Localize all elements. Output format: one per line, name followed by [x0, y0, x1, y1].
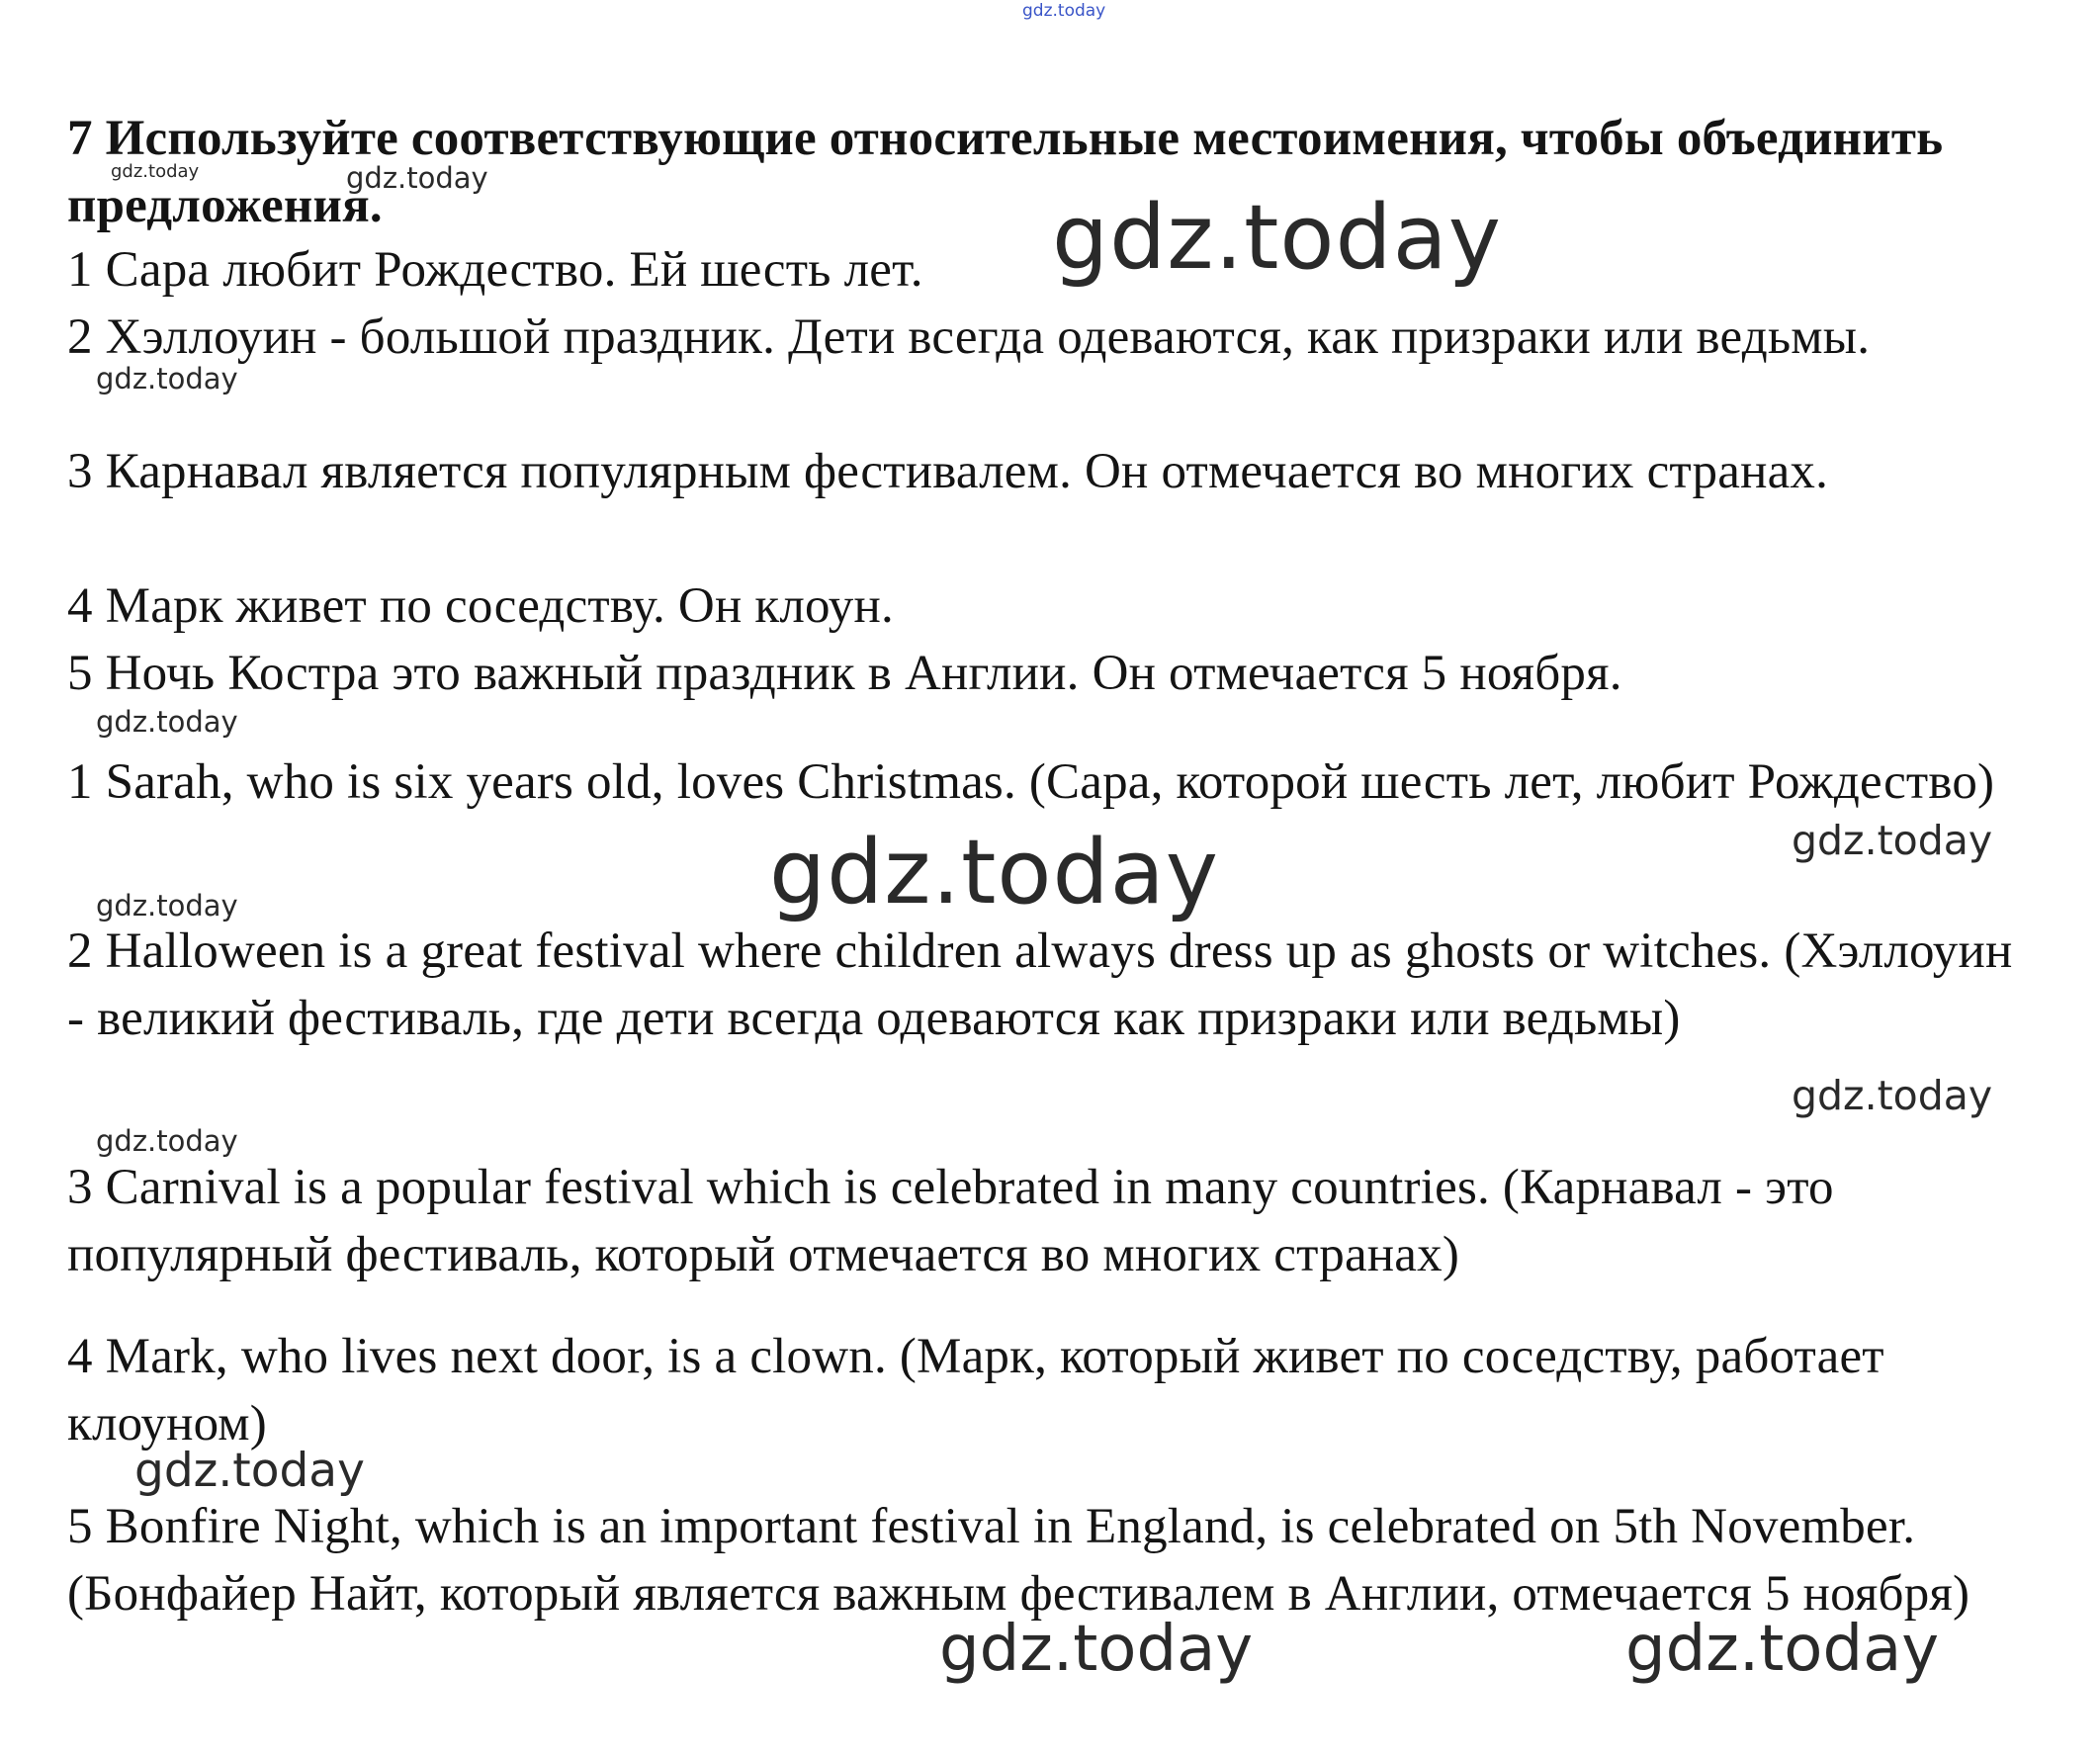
task-sentence-2: 2 Хэллоуин - большой праздник. Дети всегда одеваются, как призраки или ведьмы.	[67, 309, 1871, 365]
watermark-small: gdz.today	[96, 705, 238, 739]
task-heading: 7 Используйте соответствующие относительные местоимения, чтобы объединить предложения.	[67, 111, 1944, 233]
task-sentence-5: 5 Ночь Костра это важный праздник в Англии. Он отмечается 5 ноября.	[67, 646, 1622, 701]
watermark-small: gdz.today	[96, 1124, 238, 1158]
watermark-large: gdz.today	[769, 821, 1220, 924]
answer-5: 5 Bonfire Night, which is an important festival in England, is celebrated on 5th November. (Бонфайер Найт, который является важным фестивалем в Англии, отмечается 5 ноября)	[67, 1499, 1970, 1622]
task-sentence-4: 4 Марк живет по соседству. Он клоун.	[67, 578, 894, 634]
watermark-medium: gdz.today	[1792, 1072, 1993, 1119]
watermark-small: gdz.today	[96, 889, 238, 923]
answer-3: 3 Carnival is a popular festival which is celebrated in many countries. (Карнавал - это популярный фестиваль, который отмечается во многих странах)	[67, 1160, 1834, 1282]
task-sentence-3: 3 Карнавал является популярным фестивалем. Он отмечается во многих странах.	[67, 444, 1829, 499]
watermark-small: gdz.today	[96, 362, 238, 396]
watermark-large: gdz.today	[939, 1613, 1254, 1686]
answer-4: 4 Mark, who lives next door, is a clown. (Марк, который живет по соседству, работает клоуном)	[67, 1329, 1884, 1451]
watermark-small: gdz.today	[111, 161, 200, 182]
task-sentence-1: 1 Сара любит Рождество. Ей шесть лет.	[67, 242, 923, 298]
answer-1: 1 Sarah, who is six years old, loves Christmas. (Сара, которой шесть лет, любит Рождество)	[67, 754, 1995, 810]
watermark-top: gdz.today	[1022, 1, 1106, 21]
answer-2: 2 Halloween is a great festival where children always dress up as ghosts or witches. (Хэллоуин - великий фестиваль, где дети всегда одеваются как призраки или ведьмы)	[67, 923, 2013, 1046]
watermark-large: gdz.today	[1625, 1613, 1940, 1686]
watermark-medium: gdz.today	[1792, 817, 1993, 864]
watermark-medium: gdz.today	[134, 1444, 365, 1498]
watermark-small: gdz.today	[346, 161, 488, 195]
watermark-large: gdz.today	[1052, 186, 1503, 290]
